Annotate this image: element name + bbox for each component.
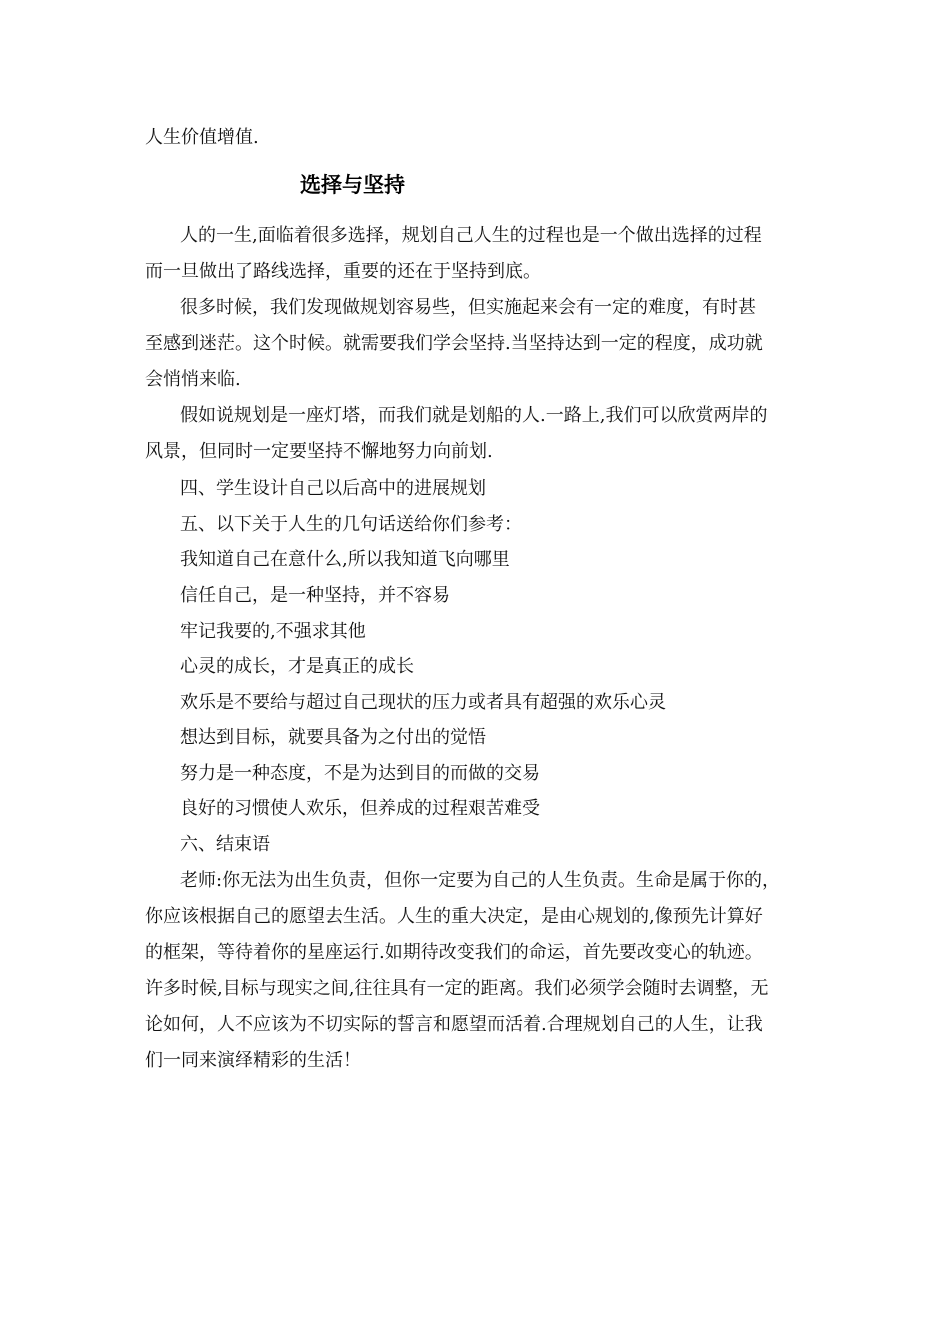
closing-paragraph-line-1: 老师:你无法为出生负责，但你一定要为自己的人生负责。生命是属于你的， <box>180 870 781 891</box>
paragraph-1-line-1: 人的一生,面临着很多选择，规划自己人生的过程也是一个做出选择的过程 <box>180 225 762 246</box>
quote-line: 牢记我要的,不强求其他 <box>180 621 366 642</box>
continued-text-line: 人生价值增值. <box>145 127 259 148</box>
quote-line: 我知道自己在意什么,所以我知道飞向哪里 <box>180 549 510 570</box>
section-6-heading: 六、结束语 <box>180 834 270 855</box>
paragraph-3-line-2: 风景，但同时一定要坚持不懈地努力向前划. <box>145 441 493 462</box>
quote-line: 良好的习惯使人欢乐，但养成的过程艰苦难受 <box>180 798 540 819</box>
section-title: 选择与坚持 <box>300 173 405 197</box>
quote-line: 想达到目标，就要具备为之付出的觉悟 <box>180 727 486 748</box>
closing-paragraph-line-3: 的框架，等待着你的星座运行.如期待改变我们的命运，首先要改变心的轨迹。 <box>145 942 763 963</box>
section-5-heading: 五、以下关于人生的几句话送给你们参考： <box>180 514 522 535</box>
closing-paragraph-line-4: 许多时候,目标与现实之间,往往具有一定的距离。我们必须学会随时去调整，无 <box>145 978 769 999</box>
quote-line: 努力是一种态度，不是为达到目的而做的交易 <box>180 763 540 784</box>
paragraph-2-line-3: 会悄悄来临. <box>145 369 241 390</box>
paragraph-2-line-1: 很多时候，我们发现做规划容易些，但实施起来会有一定的难度，有时甚 <box>180 297 756 318</box>
quote-line: 心灵的成长，才是真正的成长 <box>180 656 414 677</box>
quote-line: 信任自己，是一种坚持，并不容易 <box>180 585 450 606</box>
paragraph-3-line-1: 假如说规划是一座灯塔，而我们就是划船的人.一路上,我们可以欣赏两岸的 <box>180 405 768 426</box>
paragraph-2-line-2: 至感到迷茫。这个时候。就需要我们学会坚持.当坚持达到一定的程度，成功就 <box>145 333 763 354</box>
closing-paragraph-line-6: 们一同来演绎精彩的生活！ <box>145 1050 361 1071</box>
closing-paragraph-line-2: 你应该根据自己的愿望去生活。人生的重大决定，是由心规划的,像预先计算好 <box>145 906 763 927</box>
paragraph-1-line-2: 而一旦做出了路线选择，重要的还在于坚持到底。 <box>145 261 541 282</box>
closing-paragraph-line-5: 论如何，人不应该为不切实际的誓言和愿望而活着.合理规划自己的人生，让我 <box>145 1014 763 1035</box>
quote-line: 欢乐是不要给与超过自己现状的压力或者具有超强的欢乐心灵 <box>180 692 666 713</box>
section-4-heading: 四、学生设计自己以后高中的进展规划 <box>180 478 486 499</box>
